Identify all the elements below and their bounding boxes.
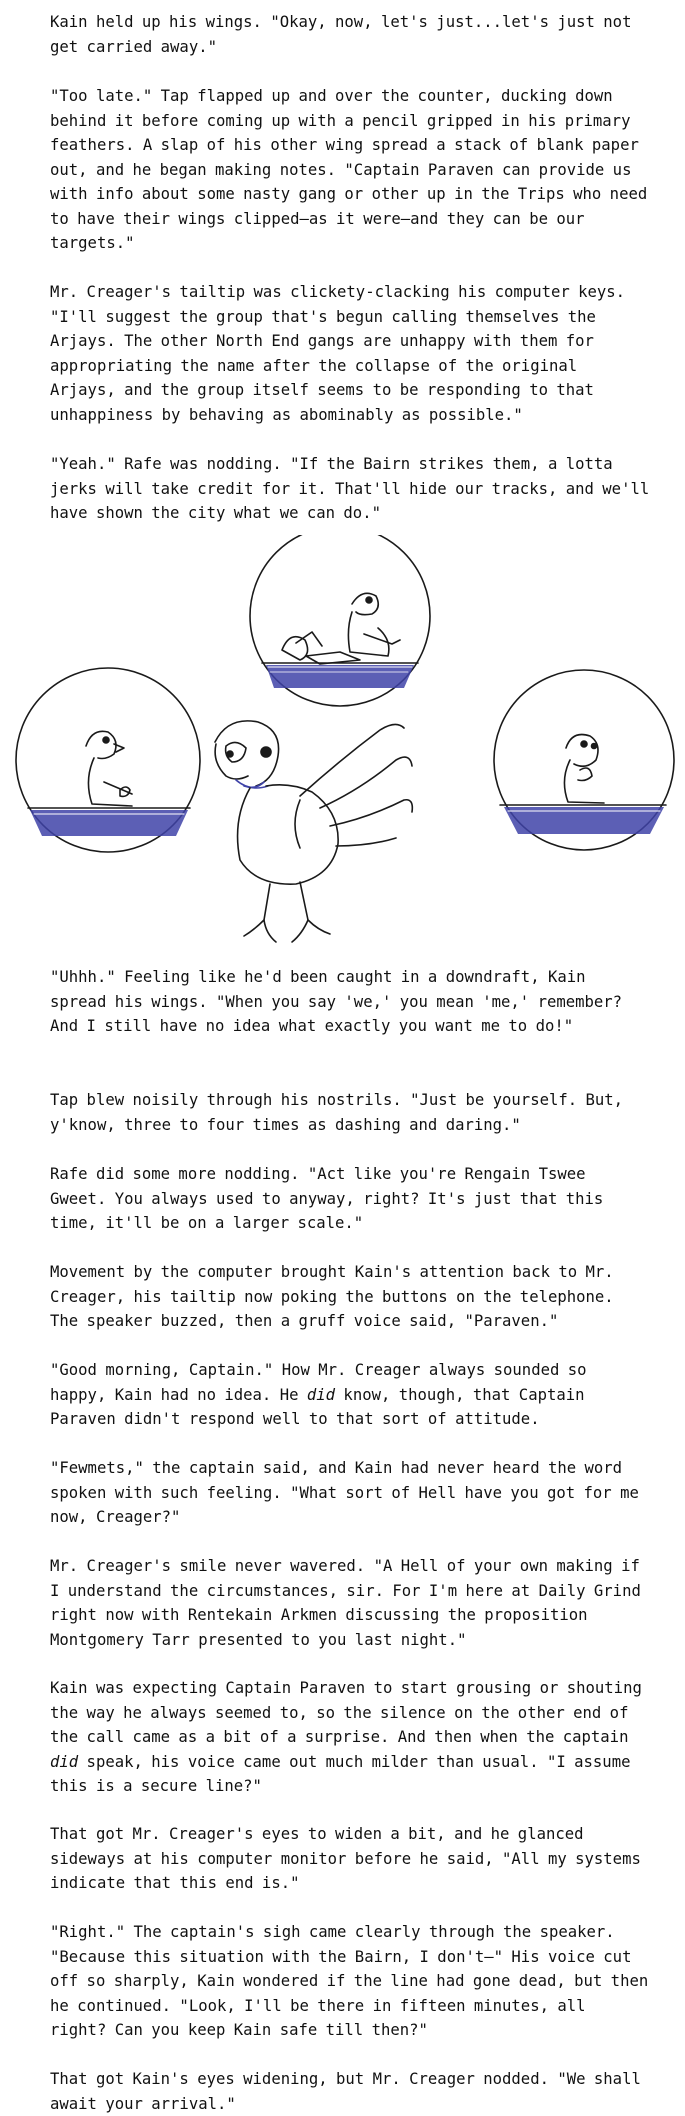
story-paragraph: Movement by the computer brought Kain's attention back to Mr. Creager, his tailtip now poking the buttons on the telephone. The speaker buzzed, then a gruff voice said, "Paraven."	[50, 1263, 614, 1330]
story-paragraph: "Yeah." Rafe was nodding. "If the Bairn strikes them, a lotta jerks will take credit for it. That'll hide our tracks, and we'll have shown the city what we can do."	[50, 455, 650, 522]
creager-panel	[494, 670, 674, 850]
paragraph-text: Kain was expecting Captain Paraven to start grousing or shouting the way he always seemed to, so the silence on the other end of the call came as a bit of a surprise. And then when the captain	[50, 1679, 642, 1746]
paragraph-text: speak, his voice came out much milder than usual. "I assume this is a secure line?"	[50, 1752, 631, 1795]
story-paragraph: Rafe did some more nodding. "Act like you're Rengain Tswee Gweet. You always used to anyway, right? It's just that this time, it'll be on a larger scale."	[50, 1165, 604, 1232]
comic-illustration	[0, 535, 685, 955]
story-paragraph: "Fewmets," the captain said, and Kain had never heard the word spoken with such feeling. "What sort of Hell have you got for me now, Creager?"	[50, 1459, 639, 1526]
story-paragraph: "Right." The captain's sigh came clearly through the speaker. "Because this situation with the Bairn, I don't—" His voice cut off so sharply, Kain wondered if the line had gone dead, but then he continued. "Look, I'll be there in fifteen minutes, all right? Can you keep Kain safe till then?"	[50, 1923, 649, 2039]
tap-panel	[250, 535, 430, 706]
story-paragraph	[50, 1358, 650, 1432]
emphasis-text: did	[306, 1385, 336, 1404]
story-paragraph	[50, 1676, 650, 1799]
story-paragraph: That got Kain's eyes widening, but Mr. Creager nodded. "We shall await your arrival."	[50, 2070, 641, 2113]
story-paragraph: "Uhhh." Feeling like he'd been caught in a downdraft, Kain spread his wings. "When you say 'we,' you mean 'me,' remember? And I still have no idea what exactly you want me to do!"	[50, 968, 623, 1035]
story-paragraph: Tap blew noisily through his nostrils. "Just be yourself. But, y'know, three to four times as dashing and daring."	[50, 1091, 624, 1134]
story-paragraph: That got Mr. Creager's eyes to widen a bit, and he glanced sideways at his computer monitor before he said, "All my systems indicate that this end is."	[50, 1825, 641, 1892]
story-paragraph: Mr. Creager's smile never wavered. "A Hell of your own making if I understand the circumstances, sir. For I'm here at Daily Grind right now with Rentekain Arkmen discussing the proposition Montgomery Tarr presented to you last night."	[50, 1557, 641, 1649]
paragraph-text: "Good morning, Captain." How Mr. Creager always sounded so happy, Kain had no idea. He	[50, 1361, 587, 1404]
paragraph-text: know, though, that Captain Paraven didn't respond well to that sort of attitude.	[50, 1385, 585, 1428]
story-paragraph: "Too late." Tap flapped up and over the counter, ducking down behind it before coming up with a pencil gripped in his primary feathers. A slap of his other wing spread a stack of blank paper out, and he began making notes. "Captain Paraven can provide us with info about some nasty gang or other up in the Trips who need to have their wings clipped—as it were—and they can be our targets."	[50, 87, 648, 252]
kain-figure	[215, 721, 412, 942]
story-paragraph: Mr. Creager's tailtip was clickety-clacking his computer keys. "I'll suggest the group that's begun calling themselves the Arjays. The other North End gangs are unhappy with them for appropriating the name after the collapse of the original Arjays, and the group itself seems to be responding to that unhappiness by behaving as abominably as possible."	[50, 283, 626, 424]
emphasis-text: did	[50, 1752, 79, 1771]
story-paragraph: Kain held up his wings. "Okay, now, let's just...let's just not get carried away."	[50, 13, 632, 56]
rafe-panel	[16, 668, 200, 852]
